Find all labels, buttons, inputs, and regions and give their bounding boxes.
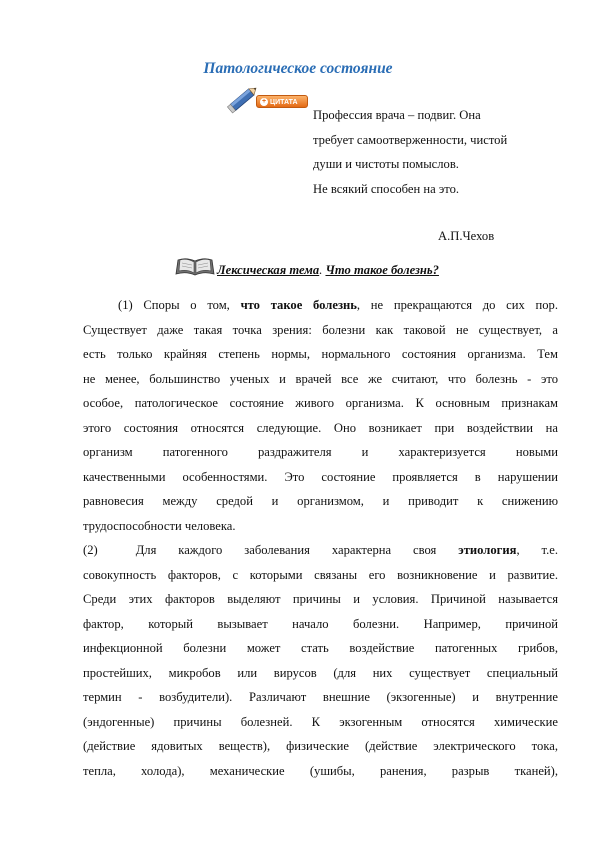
- quote-badge-label: ЦИТАТА: [270, 99, 298, 106]
- paragraph-number: (2): [83, 543, 98, 557]
- text-line: особое, патологическое состояние живого организма. К основным признакам: [83, 396, 558, 410]
- lexical-topic: Лексическая тема. Что такое болезнь?: [217, 263, 439, 277]
- quote-badge: [256, 95, 308, 108]
- text-line: организм патогенного раздражителя и характеризуется новыми: [83, 445, 558, 459]
- lexical-topic-title: Что такое болезнь?: [325, 263, 439, 277]
- page-title: Патологическое состояние: [203, 60, 393, 77]
- text-line: (действие ядовитых веществ), физические (действие электрического тока,: [83, 739, 558, 753]
- quote-line: души и чистоты помыслов.: [313, 157, 459, 171]
- text-line: равновесия между средой и организмом, и приводит к снижению: [83, 494, 558, 508]
- text-line: качественными особенностями. Это состояние проявляется в нарушении: [83, 469, 558, 484]
- text-line: тепла, холода), механические (ушибы, ранения, разрыв тканей),: [83, 763, 558, 778]
- lexical-label: Лексическая тема: [217, 263, 320, 277]
- text-line: трудоспособности человека.: [83, 518, 236, 533]
- text-line: (эндогенные) причины болезней. К экзогенным относятся химические: [83, 714, 558, 729]
- quote-line: Не всякий способен на это.: [313, 181, 460, 196]
- open-book-icon: [174, 254, 216, 278]
- text-line: не менее, большинство ученых и врачей все же считают, что болезнь - это: [83, 371, 558, 386]
- text-line: фактор, который вызывает начало болезни. Например, причиной: [83, 616, 558, 631]
- body-text: [83, 293, 558, 783]
- text-line: есть только крайняя степень нормы, нормального состояния организма. Тем: [83, 347, 558, 361]
- text-line: этого состояния относятся следующие. Оно возникает при воздействии на: [83, 420, 558, 435]
- text-line: Существует даже такая точка зрения: болезни как таковой не существует, а: [83, 322, 558, 337]
- paragraph-2-first-line: (2) Для каждого заболевания характерна своя этиология, т.е.: [83, 538, 558, 563]
- text-line: простейших, микробов или вирусов (для них существует специальный: [83, 665, 558, 680]
- quote-line: требует самоотверженности, чистой: [313, 132, 508, 147]
- text-line: Среди этих факторов выделяют причины и условия. Причиной называется: [83, 592, 558, 606]
- plus-icon: +: [261, 98, 267, 106]
- quote-author: А.П.Чехов: [438, 229, 495, 243]
- quote-line: Профессия врача – подвиг. Она: [313, 108, 481, 122]
- term-bold: что такое болезнь: [240, 298, 357, 312]
- epigraph-quote: [313, 103, 507, 201]
- text-line: совокупность факторов, с которыми связаны его возникновение и развитие.: [83, 567, 558, 582]
- term-bold: этиология: [458, 543, 517, 557]
- text-line: термин - возбудители). Различают внешние (экзогенные) и внутренние: [83, 690, 558, 704]
- paragraph-1-first-line: (1) Споры о том, что такое болезнь, не прекращаются до сих пор.: [118, 298, 558, 312]
- pencil-icon: [226, 84, 260, 114]
- text-line: инфекционной болезни может стать воздействие патогенных грибов,: [83, 641, 558, 655]
